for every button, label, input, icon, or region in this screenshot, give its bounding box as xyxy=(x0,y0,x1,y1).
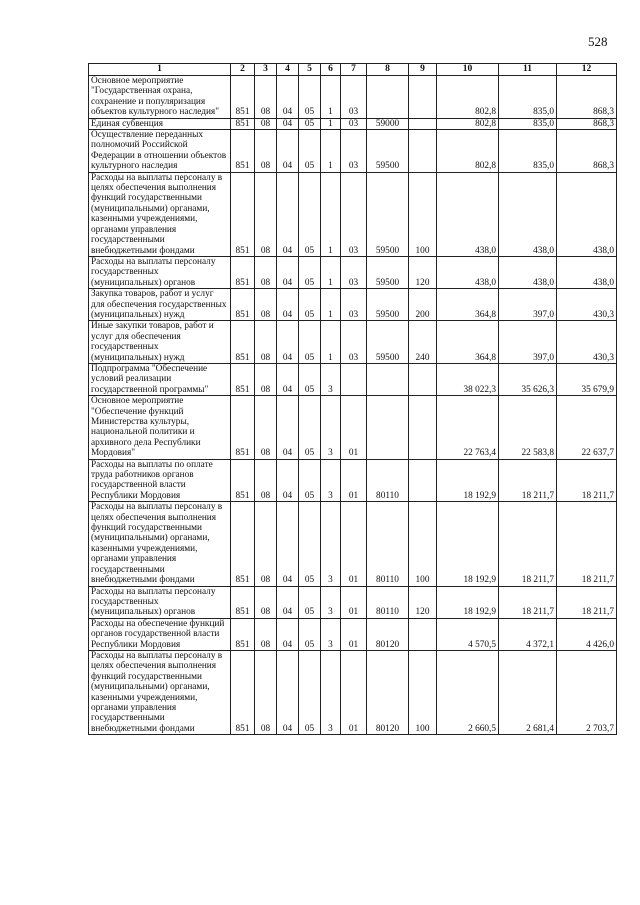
amount-year-2: 835,0 xyxy=(499,76,557,119)
code-direction xyxy=(367,363,409,395)
amount-year-2: 4 372,1 xyxy=(499,618,557,650)
table-row xyxy=(89,321,617,364)
code-ppp: 851 xyxy=(231,459,255,502)
code-subprogram: 1 xyxy=(321,289,341,321)
amount-year-1: 18 192,9 xyxy=(437,502,499,586)
column-header-9: 9 xyxy=(409,64,437,76)
column-header-8: 8 xyxy=(367,64,409,76)
code-rz: 08 xyxy=(255,650,277,734)
code-event: 03 xyxy=(341,289,367,321)
column-header-10: 10 xyxy=(437,64,499,76)
code-rz: 08 xyxy=(255,256,277,288)
code-direction: 80110 xyxy=(367,502,409,586)
column-header-3: 3 xyxy=(255,64,277,76)
code-rz: 08 xyxy=(255,502,277,586)
code-vr xyxy=(409,459,437,502)
code-program: 05 xyxy=(299,618,321,650)
code-program: 05 xyxy=(299,130,321,173)
code-ppp: 851 xyxy=(231,650,255,734)
row-name: Расходы на обеспечение функций органов государственной власти Республики Мордовия xyxy=(89,618,231,650)
code-ppp: 851 xyxy=(231,618,255,650)
code-direction xyxy=(367,76,409,119)
code-pr: 04 xyxy=(277,289,299,321)
code-direction: 59500 xyxy=(367,256,409,288)
amount-year-2: 18 211,7 xyxy=(499,459,557,502)
code-vr: 200 xyxy=(409,289,437,321)
amount-year-2: 835,0 xyxy=(499,118,557,129)
code-rz: 08 xyxy=(255,118,277,129)
code-ppp: 851 xyxy=(231,130,255,173)
code-direction: 59500 xyxy=(367,172,409,256)
code-direction xyxy=(367,396,409,459)
code-rz: 08 xyxy=(255,396,277,459)
amount-year-1: 364,8 xyxy=(437,321,499,364)
code-vr xyxy=(409,130,437,173)
code-event xyxy=(341,363,367,395)
amount-year-1: 438,0 xyxy=(437,256,499,288)
row-name: Расходы на выплаты персоналу в целях обеспечения выполнения функций государственными (муниципальными) органами, казенными учреждениями, органами управления государственными внебюджетными фондами xyxy=(89,172,231,256)
code-vr: 100 xyxy=(409,502,437,586)
code-program: 05 xyxy=(299,76,321,119)
code-subprogram: 3 xyxy=(321,586,341,618)
table-row xyxy=(89,618,617,650)
column-header-6: 6 xyxy=(321,64,341,76)
table-row xyxy=(89,256,617,288)
code-program: 05 xyxy=(299,321,321,364)
amount-year-3: 18 211,7 xyxy=(557,502,617,586)
code-rz: 08 xyxy=(255,618,277,650)
amount-year-2: 18 211,7 xyxy=(499,502,557,586)
amount-year-2: 35 626,3 xyxy=(499,363,557,395)
code-direction: 80120 xyxy=(367,618,409,650)
code-pr: 04 xyxy=(277,396,299,459)
table-row xyxy=(89,130,617,173)
code-event: 03 xyxy=(341,256,367,288)
code-event: 01 xyxy=(341,502,367,586)
code-vr: 100 xyxy=(409,650,437,734)
amount-year-2: 18 211,7 xyxy=(499,586,557,618)
row-name: Осуществление переданных полномочий Российской Федерации в отношении объектов культурного наследия xyxy=(89,130,231,173)
code-direction: 59500 xyxy=(367,289,409,321)
code-program: 05 xyxy=(299,586,321,618)
code-program: 05 xyxy=(299,502,321,586)
code-subprogram: 3 xyxy=(321,396,341,459)
code-vr: 240 xyxy=(409,321,437,364)
code-pr: 04 xyxy=(277,172,299,256)
amount-year-1: 2 660,5 xyxy=(437,650,499,734)
amount-year-3: 868,3 xyxy=(557,76,617,119)
code-ppp: 851 xyxy=(231,586,255,618)
row-name: Закупка товаров, работ и услуг для обеспечения государственных (муниципальных) нужд xyxy=(89,289,231,321)
code-pr: 04 xyxy=(277,76,299,119)
amount-year-3: 868,3 xyxy=(557,118,617,129)
code-rz: 08 xyxy=(255,586,277,618)
code-pr: 04 xyxy=(277,502,299,586)
column-header-1: 1 xyxy=(89,64,231,76)
amount-year-3: 430,3 xyxy=(557,321,617,364)
code-pr: 04 xyxy=(277,650,299,734)
code-ppp: 851 xyxy=(231,118,255,129)
code-program: 05 xyxy=(299,396,321,459)
amount-year-3: 430,3 xyxy=(557,289,617,321)
code-direction: 80110 xyxy=(367,459,409,502)
code-direction: 59000 xyxy=(367,118,409,129)
code-rz: 08 xyxy=(255,363,277,395)
amount-year-3: 438,0 xyxy=(557,256,617,288)
budget-table xyxy=(88,63,617,735)
code-event: 03 xyxy=(341,130,367,173)
code-subprogram: 3 xyxy=(321,618,341,650)
amount-year-3: 35 679,9 xyxy=(557,363,617,395)
amount-year-1: 802,8 xyxy=(437,76,499,119)
table-row xyxy=(89,118,617,129)
code-pr: 04 xyxy=(277,118,299,129)
amount-year-1: 438,0 xyxy=(437,172,499,256)
amount-year-2: 397,0 xyxy=(499,289,557,321)
code-subprogram: 3 xyxy=(321,502,341,586)
code-vr xyxy=(409,118,437,129)
table-row xyxy=(89,363,617,395)
code-rz: 08 xyxy=(255,130,277,173)
amount-year-1: 4 570,5 xyxy=(437,618,499,650)
column-header-7: 7 xyxy=(341,64,367,76)
amount-year-3: 18 211,7 xyxy=(557,586,617,618)
code-pr: 04 xyxy=(277,459,299,502)
code-subprogram: 1 xyxy=(321,256,341,288)
header-row xyxy=(89,64,617,76)
code-subprogram: 1 xyxy=(321,321,341,364)
code-direction: 59500 xyxy=(367,321,409,364)
code-rz: 08 xyxy=(255,289,277,321)
table-row xyxy=(89,459,617,502)
code-vr xyxy=(409,396,437,459)
code-ppp: 851 xyxy=(231,289,255,321)
table-row xyxy=(89,289,617,321)
column-header-12: 12 xyxy=(557,64,617,76)
code-program: 05 xyxy=(299,363,321,395)
code-rz: 08 xyxy=(255,76,277,119)
row-name: Основное мероприятие "Государственная охрана, сохранение и популяризация объектов культурного наследия" xyxy=(89,76,231,119)
code-event: 01 xyxy=(341,586,367,618)
code-vr: 120 xyxy=(409,256,437,288)
code-rz: 08 xyxy=(255,459,277,502)
code-vr xyxy=(409,76,437,119)
code-direction: 59500 xyxy=(367,130,409,173)
row-name: Расходы на выплаты персоналу в целях обеспечения выполнения функций государственными (муниципальными) органами, казенными учреждениями, органами управления государственными внебюджетными фондами xyxy=(89,650,231,734)
code-subprogram: 1 xyxy=(321,130,341,173)
table-row xyxy=(89,502,617,586)
amount-year-2: 438,0 xyxy=(499,256,557,288)
amount-year-3: 4 426,0 xyxy=(557,618,617,650)
amount-year-1: 802,8 xyxy=(437,118,499,129)
code-rz: 08 xyxy=(255,172,277,256)
code-pr: 04 xyxy=(277,586,299,618)
page-number: 528 xyxy=(588,34,608,49)
row-name: Подпрограмма "Обеспечение условий реализации государственной программы" xyxy=(89,363,231,395)
code-rz: 08 xyxy=(255,321,277,364)
code-ppp: 851 xyxy=(231,502,255,586)
code-ppp: 851 xyxy=(231,396,255,459)
row-name: Расходы на выплаты по оплате труда работников органов государственной власти Республики Мордовия xyxy=(89,459,231,502)
code-program: 05 xyxy=(299,118,321,129)
row-name: Иные закупки товаров, работ и услуг для обеспечения государственных (муниципальных) нужд xyxy=(89,321,231,364)
code-vr: 100 xyxy=(409,172,437,256)
table-row xyxy=(89,76,617,119)
amount-year-1: 18 192,9 xyxy=(437,459,499,502)
amount-year-3: 868,3 xyxy=(557,130,617,173)
row-name: Расходы на выплаты персоналу государственных (муниципальных) органов xyxy=(89,586,231,618)
code-pr: 04 xyxy=(277,321,299,364)
table-row xyxy=(89,396,617,459)
code-ppp: 851 xyxy=(231,76,255,119)
code-event: 03 xyxy=(341,76,367,119)
code-ppp: 851 xyxy=(231,321,255,364)
column-header-11: 11 xyxy=(499,64,557,76)
code-pr: 04 xyxy=(277,618,299,650)
code-ppp: 851 xyxy=(231,172,255,256)
code-subprogram: 3 xyxy=(321,363,341,395)
amount-year-1: 364,8 xyxy=(437,289,499,321)
code-vr xyxy=(409,618,437,650)
amount-year-2: 2 681,4 xyxy=(499,650,557,734)
code-direction: 80110 xyxy=(367,586,409,618)
code-program: 05 xyxy=(299,172,321,256)
amount-year-1: 38 022,3 xyxy=(437,363,499,395)
code-event: 01 xyxy=(341,618,367,650)
amount-year-2: 397,0 xyxy=(499,321,557,364)
code-program: 05 xyxy=(299,459,321,502)
amount-year-1: 18 192,9 xyxy=(437,586,499,618)
code-vr xyxy=(409,363,437,395)
row-name: Основное мероприятие "Обеспечение функций Министерства культуры, национальной политики и архивного дела Республики Мордовия" xyxy=(89,396,231,459)
column-header-5: 5 xyxy=(299,64,321,76)
code-subprogram: 3 xyxy=(321,650,341,734)
table-body xyxy=(89,76,617,735)
code-program: 05 xyxy=(299,256,321,288)
code-event: 01 xyxy=(341,459,367,502)
code-program: 05 xyxy=(299,650,321,734)
code-subprogram: 1 xyxy=(321,76,341,119)
amount-year-1: 22 763,4 xyxy=(437,396,499,459)
code-subprogram: 1 xyxy=(321,118,341,129)
code-pr: 04 xyxy=(277,363,299,395)
row-name: Расходы на выплаты персоналу государственных (муниципальных) органов xyxy=(89,256,231,288)
amount-year-2: 438,0 xyxy=(499,172,557,256)
code-ppp: 851 xyxy=(231,363,255,395)
code-subprogram: 3 xyxy=(321,459,341,502)
code-event: 01 xyxy=(341,650,367,734)
table-row xyxy=(89,650,617,734)
code-pr: 04 xyxy=(277,130,299,173)
code-event: 03 xyxy=(341,321,367,364)
code-event: 03 xyxy=(341,172,367,256)
table-row xyxy=(89,172,617,256)
code-event: 03 xyxy=(341,118,367,129)
code-direction: 80120 xyxy=(367,650,409,734)
code-ppp: 851 xyxy=(231,256,255,288)
amount-year-2: 22 583,8 xyxy=(499,396,557,459)
amount-year-3: 2 703,7 xyxy=(557,650,617,734)
code-vr: 120 xyxy=(409,586,437,618)
code-program: 05 xyxy=(299,289,321,321)
amount-year-1: 802,8 xyxy=(437,130,499,173)
row-name: Расходы на выплаты персоналу в целях обеспечения выполнения функций государственными (муниципальными) органами, казенными учреждениями, органами управления государственными внебюджетными фондами xyxy=(89,502,231,586)
amount-year-2: 835,0 xyxy=(499,130,557,173)
amount-year-3: 22 637,7 xyxy=(557,396,617,459)
code-subprogram: 1 xyxy=(321,172,341,256)
code-pr: 04 xyxy=(277,256,299,288)
table-row xyxy=(89,586,617,618)
column-header-4: 4 xyxy=(277,64,299,76)
code-event: 01 xyxy=(341,396,367,459)
amount-year-3: 438,0 xyxy=(557,172,617,256)
amount-year-3: 18 211,7 xyxy=(557,459,617,502)
row-name: Единая субвенция xyxy=(89,118,231,129)
column-header-2: 2 xyxy=(231,64,255,76)
